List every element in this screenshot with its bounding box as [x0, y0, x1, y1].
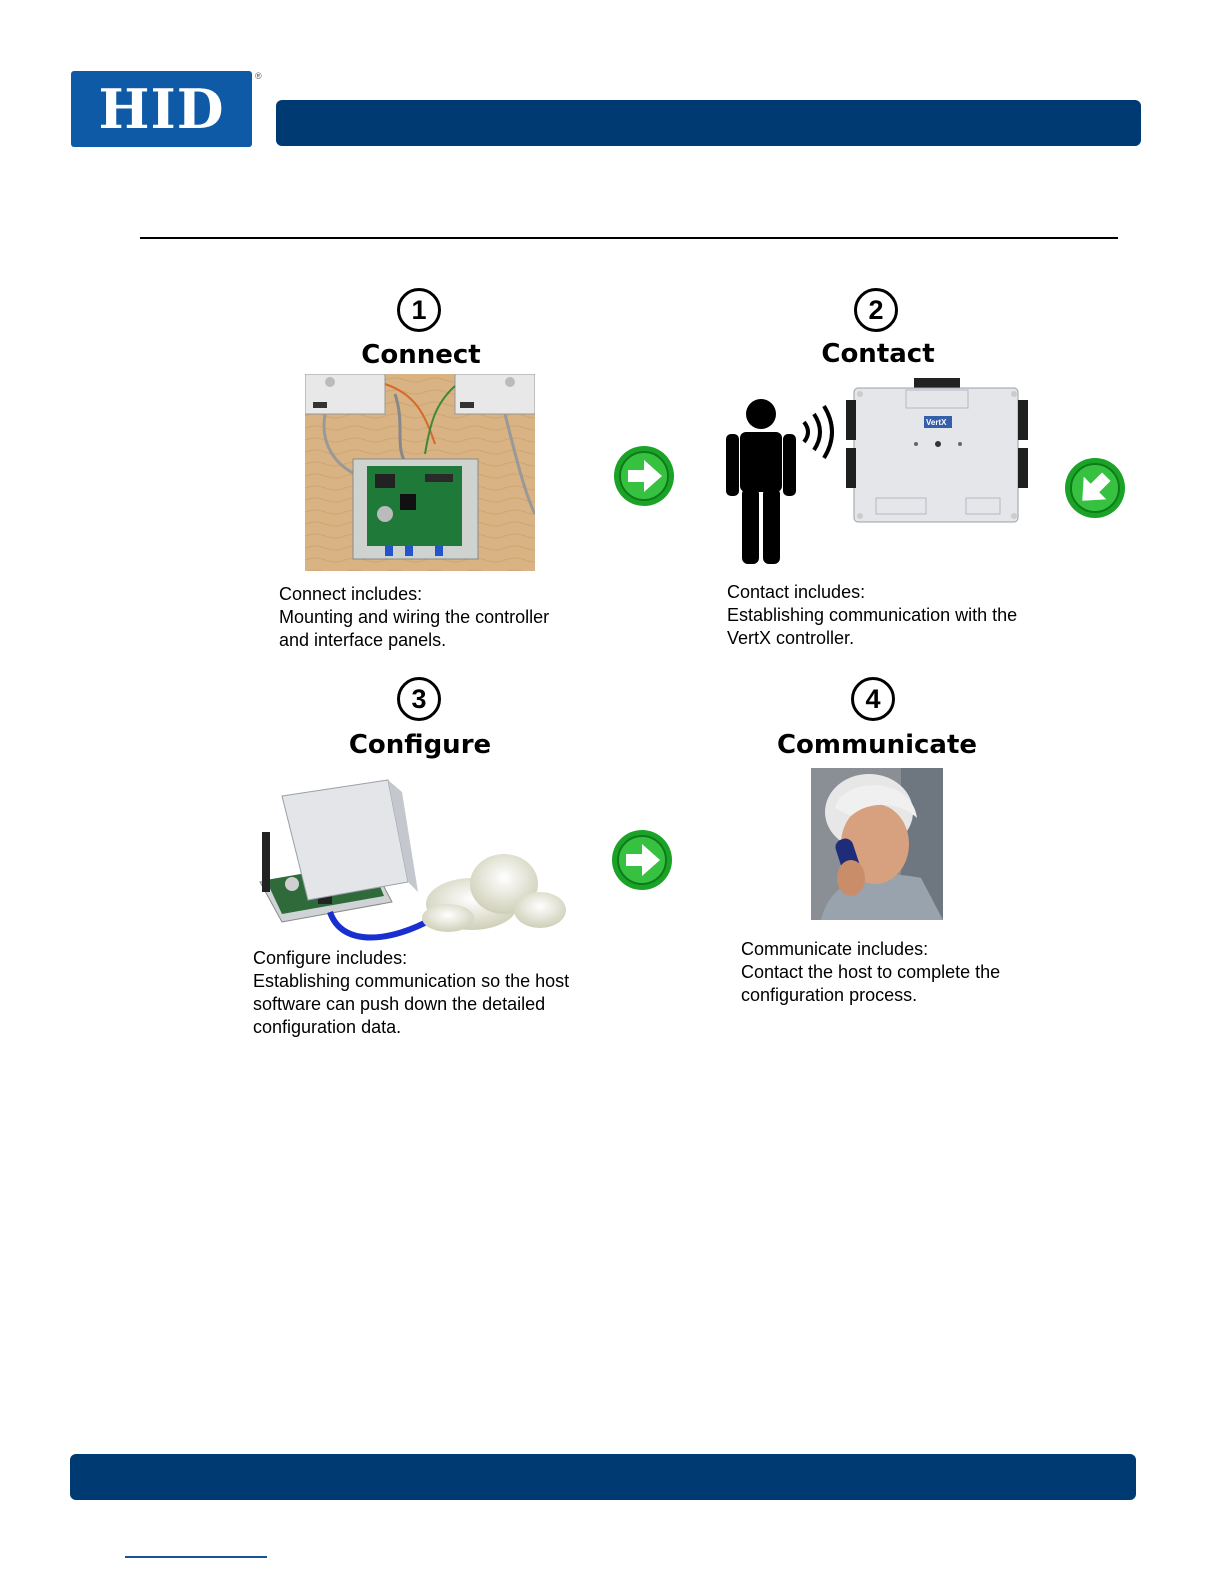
- step-4-caption-line: Communicate includes:: [741, 939, 929, 959]
- connect-wiring-photo: [305, 374, 535, 571]
- footer-bar: [70, 1454, 1136, 1500]
- step-4-caption-line: Contact the host to complete the: [741, 962, 1001, 982]
- person-icon: [724, 398, 800, 566]
- step-1-caption-line: Connect includes:: [279, 584, 423, 604]
- step-3-caption-line: Establishing communication so the host: [253, 971, 570, 991]
- arrow-right-icon: [610, 828, 674, 892]
- vertx-controller-device: [846, 378, 1028, 526]
- step-2-caption-line: Establishing communication with the: [727, 605, 1018, 625]
- configure-device-cloud-image: [252, 772, 568, 948]
- hid-logo: [71, 71, 252, 147]
- step-4-caption-line: configuration process.: [741, 985, 918, 1005]
- footer-link-underline[interactable]: [125, 1556, 267, 1558]
- step-4-caption: [741, 938, 1000, 1007]
- step-2-number: 2: [854, 288, 898, 332]
- arrow-down-left-icon: [1063, 456, 1127, 520]
- step-3-number: 3: [397, 677, 441, 721]
- vertx-device-label: VertX: [926, 418, 947, 427]
- step-1-caption: [279, 583, 549, 652]
- signal-waves-icon: [800, 400, 842, 464]
- step-2-caption-line: Contact includes:: [727, 582, 866, 602]
- header-bar: [276, 100, 1141, 146]
- step-3-caption-line: software can push down the detailed: [253, 994, 546, 1014]
- step-1-number: 1: [397, 288, 441, 332]
- step-4-number: 4: [851, 677, 895, 721]
- logo-text: HID: [98, 77, 225, 141]
- step-4-title: Communicate: [776, 730, 978, 760]
- section-divider: [140, 237, 1118, 239]
- step-1-title: Connect: [361, 340, 481, 370]
- step-1-caption-line: and interface panels.: [279, 630, 447, 650]
- step-2-caption-line: VertX controller.: [727, 628, 855, 648]
- arrow-right-icon: [612, 444, 676, 508]
- step-1-caption-line: Mounting and wiring the controller: [279, 607, 550, 627]
- step-2-title: Contact: [821, 339, 935, 369]
- step-3-caption-line: configuration data.: [253, 1017, 402, 1037]
- step-3-caption: [253, 947, 569, 1039]
- person-on-phone-photo: [811, 768, 943, 920]
- step-3-title: Configure: [348, 730, 492, 760]
- registered-mark: ®: [255, 71, 262, 81]
- step-2-caption: [727, 581, 1017, 650]
- step-3-caption-line: Configure includes:: [253, 948, 408, 968]
